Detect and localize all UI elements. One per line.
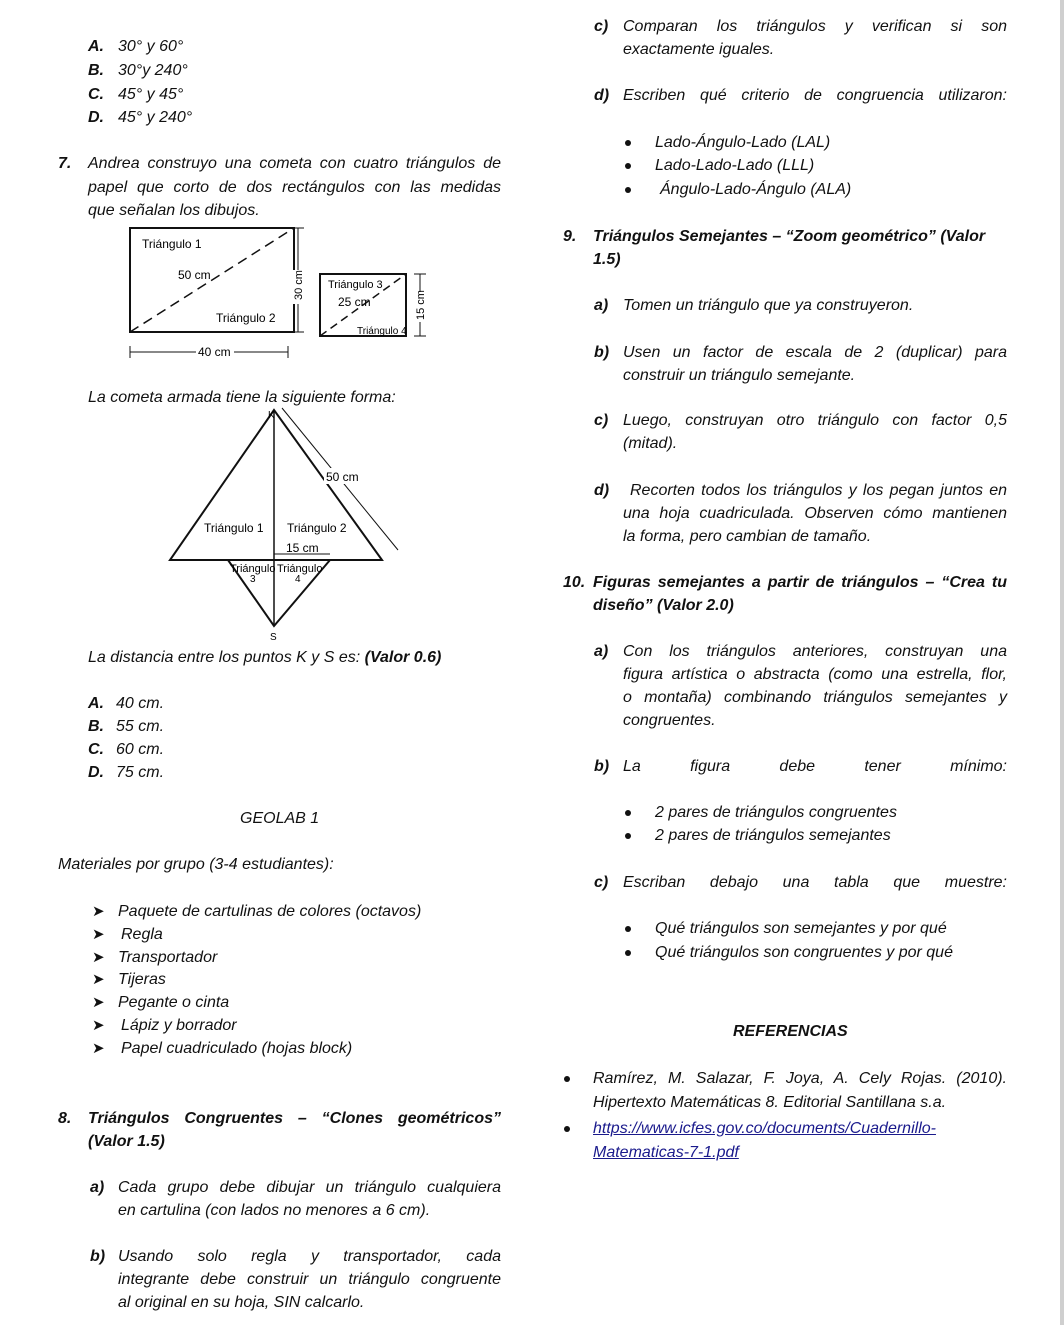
arrow-bullet-icon: ➤	[92, 949, 105, 966]
q9-c-line2: (mitad).	[623, 435, 678, 452]
q10-a-line2: figura artística o abstracta (como una estrella, flor,	[623, 666, 1007, 683]
q7-line3: que señalan los dibujos.	[88, 202, 260, 219]
q8-c-line1: Comparan los triángulos y verifican si son	[623, 18, 1007, 35]
bullet-icon	[625, 926, 631, 932]
bullet-icon	[625, 140, 631, 146]
q9-d-line3: la forma, pero cambian de tamaño.	[623, 528, 872, 545]
q9-c-label: c)	[594, 412, 609, 429]
q7-line2: papel que corto de dos rectángulos con las medidas	[88, 179, 501, 196]
q9-b-label: b)	[594, 344, 610, 361]
criterion-item: Lado-Ángulo-Lado (LAL)	[655, 134, 831, 151]
geolab-title: GEOLAB 1	[240, 810, 320, 827]
bullet-icon	[625, 950, 631, 956]
fig2-triangle-3-label: Triángulo 3	[328, 279, 383, 291]
q8-c-line2: exactamente iguales.	[623, 41, 775, 58]
q8-number: 8.	[58, 1110, 72, 1127]
reference-1-line1: Ramírez, M. Salazar, F. Joya, A. Cely Rojas. (2010).	[593, 1070, 1007, 1087]
page-edge	[1060, 0, 1064, 1325]
q10-a-line4: congruentes.	[623, 712, 716, 729]
materials-title: Materiales por grupo (3-4 estudiantes):	[58, 856, 334, 873]
kite-triangle-4-number: 4	[295, 574, 301, 585]
kite-question: La distancia entre los puntos K y S es: (Valor 0.6)	[88, 649, 442, 666]
bullet-icon	[625, 187, 631, 193]
q9-b-line1: Usen un factor de escala de 2 (duplicar) para	[623, 344, 1007, 361]
kite-figure	[160, 404, 420, 650]
fig1-triangle-2-label: Triángulo 2	[216, 311, 276, 325]
q10-c-item: Qué triángulos son semejantes y por qué	[655, 920, 947, 937]
arrow-bullet-icon: ➤	[92, 994, 105, 1011]
q7-number: 7.	[58, 155, 72, 172]
criterion-item: Ángulo-Lado-Ángulo (ALA)	[660, 181, 852, 198]
q8-title-line2: (Valor 1.5)	[88, 1133, 165, 1150]
q10-a-line1: Con los triángulos anteriores, construyan una	[623, 643, 1007, 660]
q10-a-line3: o montaña) combinando triángulos semejantes y	[623, 689, 1007, 706]
fig1-triangle-1-label: Triángulo 1	[142, 237, 202, 251]
kite-point-k: K	[268, 410, 275, 421]
q10-c-line1: Escriban debajo una tabla que muestre:	[623, 874, 1007, 891]
kite-intro: La cometa armada tiene la siguiente forma:	[88, 389, 396, 406]
kite-triangle-3-number: 3	[250, 574, 256, 585]
material-item: Pegante o cinta	[118, 994, 230, 1011]
bullet-icon	[625, 833, 631, 839]
q8-b-line1: Usando solo regla y transportador, cada	[118, 1248, 501, 1265]
q9-c-line1: Luego, construyan otro triángulo con factor 0,5	[623, 412, 1007, 429]
kite-triangle-3-label: Triángulo	[230, 563, 276, 575]
fig1-width-label: 40 cm	[198, 345, 231, 359]
q9-a-label: a)	[594, 297, 609, 314]
material-item: Regla	[121, 926, 163, 943]
q6-option-b: B.	[88, 62, 104, 79]
q6-option-a: A.	[88, 38, 104, 55]
q8-a-label: a)	[90, 1179, 105, 1196]
arrow-bullet-icon: ➤	[92, 971, 105, 988]
kite-triangle-4-label: Triángulo	[277, 563, 323, 575]
fig1-height-label: 30 cm	[293, 270, 305, 300]
kite-length-label: 50 cm	[326, 470, 359, 484]
q10-c-item: Qué triángulos son congruentes y por qué	[655, 944, 953, 961]
q10-b-line1: La figura debe tener mínimo:	[623, 758, 1007, 775]
reference-1-line2: Hipertexto Matemáticas 8. Editorial Santillana s.a.	[593, 1094, 947, 1111]
q7-option-d: D.	[88, 764, 104, 781]
arrow-bullet-icon: ➤	[92, 903, 105, 920]
q6-option-a-text: 30° y 60°	[118, 38, 184, 55]
q9-a-line1: Tomen un triángulo que ya construyeron.	[623, 297, 914, 314]
bullet-icon	[564, 1126, 570, 1132]
bullet-icon	[564, 1076, 570, 1082]
arrow-bullet-icon: ➤	[92, 1040, 105, 1057]
bullet-icon	[625, 163, 631, 169]
arrow-bullet-icon: ➤	[92, 1017, 105, 1034]
q10-a-label: a)	[594, 643, 609, 660]
q6-option-c: C.	[88, 86, 104, 103]
material-item: Tijeras	[118, 971, 166, 988]
reference-2-link-line2[interactable]: Matematicas-7-1.pdf	[593, 1144, 739, 1161]
q7-option-a: A.	[88, 695, 104, 712]
q6-option-b-text: 30°y 240°	[118, 62, 188, 79]
q10-title-line1: Figuras semejantes a partir de triángulos – “Crea tu	[593, 574, 1007, 591]
q9-title-line1: Triángulos Semejantes – “Zoom geométrico” (Valor	[593, 228, 986, 245]
fig2-height-label: 15 cm	[415, 290, 427, 320]
q7-option-c: C.	[88, 741, 104, 758]
fig1-diagonal-label: 50 cm	[178, 268, 211, 282]
q6-option-d-text: 45° y 240°	[118, 109, 193, 126]
q7-option-d-text: 75 cm.	[116, 764, 165, 781]
q8-a-line2: en cartulina (con lados no menores a 6 cm).	[118, 1202, 431, 1219]
reference-2-link-line1[interactable]: https://www.icfes.gov.co/documents/Cuadernillo-	[593, 1120, 936, 1137]
q7-option-c-text: 60 cm.	[116, 741, 165, 758]
arrow-bullet-icon: ➤	[92, 926, 105, 943]
q7-option-b: B.	[88, 718, 104, 735]
kite-upper-triangle	[170, 410, 382, 560]
material-item: Transportador	[118, 949, 218, 966]
q8-d-line1: Escriben qué criterio de congruencia utilizaron:	[623, 87, 1007, 104]
q10-number: 10.	[563, 574, 586, 591]
q7-line1: Andrea construyo una cometa con cuatro triángulos de	[88, 155, 501, 172]
q8-d-label: d)	[594, 87, 610, 104]
q9-title-line2: 1.5)	[593, 251, 621, 268]
q8-b-line2: integrante debe construir un triángulo congruente	[118, 1271, 501, 1288]
q8-b-label: b)	[90, 1248, 106, 1265]
q9-d-line2: una hoja cuadriculada. Observen cómo mantienen	[623, 505, 1007, 522]
q6-option-d: D.	[88, 109, 104, 126]
material-item: Paquete de cartulinas de colores (octavos)	[118, 903, 422, 920]
q9-d-label: d)	[594, 482, 610, 499]
q8-c-label: c)	[594, 18, 609, 35]
material-item: Lápiz y borrador	[121, 1017, 237, 1034]
bullet-icon	[625, 810, 631, 816]
q9-number: 9.	[563, 228, 577, 245]
kite-triangle-2-label: Triángulo 2	[287, 521, 347, 535]
q6-option-c-text: 45° y 45°	[118, 86, 184, 103]
kite-width-label: 15 cm	[286, 541, 319, 555]
references-title: REFERENCIAS	[733, 1023, 848, 1040]
q10-c-label: c)	[594, 874, 609, 891]
q9-d-line1: Recorten todos los triángulos y los pegan juntos en	[630, 482, 1007, 499]
q8-a-line1: Cada grupo debe dibujar un triángulo cualquiera	[118, 1179, 501, 1196]
fig2-diagonal-label: 25 cm	[338, 295, 371, 309]
kite-triangle-1-label: Triángulo 1	[204, 521, 264, 535]
rectangles-figure	[120, 222, 440, 362]
q8-title-line1: Triángulos Congruentes – “Clones geométricos”	[88, 1110, 501, 1127]
q10-b-item: 2 pares de triángulos semejantes	[655, 827, 891, 844]
q9-b-line2: construir un triángulo semejante.	[623, 367, 856, 384]
material-item: Papel cuadriculado (hojas block)	[121, 1040, 353, 1057]
q10-b-label: b)	[594, 758, 610, 775]
q10-b-item: 2 pares de triángulos congruentes	[655, 804, 897, 821]
q7-option-a-text: 40 cm.	[116, 695, 165, 712]
q8-b-line3: al original en su hoja, SIN calcarlo.	[118, 1294, 365, 1311]
fig2-triangle-4-label: Triángulo 4	[357, 326, 407, 337]
q10-title-line2: diseño” (Valor 2.0)	[593, 597, 734, 614]
criterion-item: Lado-Lado-Lado (LLL)	[655, 157, 815, 174]
q7-option-b-text: 55 cm.	[116, 718, 165, 735]
kite-point-s: S	[270, 632, 277, 643]
